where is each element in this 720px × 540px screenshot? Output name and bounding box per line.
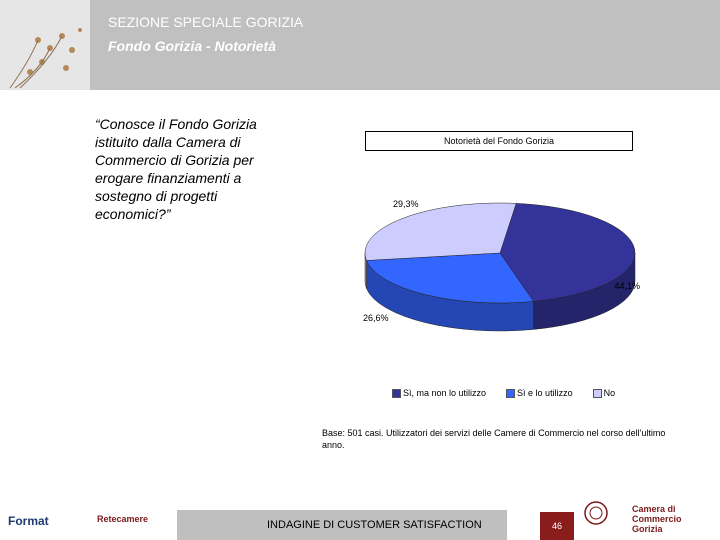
survey-question: “Conosce il Fondo Gorizia istituito dalla Camera di Commercio di Gorizia per erogare finanziamenti a sostegno di progetti economici?” — [95, 116, 257, 222]
chart-title: Notorietà del Fondo Gorizia — [365, 131, 633, 151]
legend-swatch-0 — [392, 389, 401, 398]
pie-label-0: 44,1% — [614, 281, 640, 291]
pie-slice-2 — [365, 203, 516, 260]
retecamere-logo: Retecamere — [97, 514, 149, 524]
header-bar — [0, 0, 720, 90]
legend-swatch-1 — [506, 389, 515, 398]
format-logo: Format — [8, 514, 49, 528]
footer-survey-title: INDAGINE DI CUSTOMER SATISFACTION — [267, 519, 482, 531]
section-title: SEZIONE SPECIALE GORIZIA — [108, 14, 304, 30]
legend-swatch-2 — [593, 389, 602, 398]
legend-item-1 — [506, 388, 573, 398]
camera-commercio-logo — [632, 504, 716, 534]
pie-label-2: 29,3% — [393, 199, 419, 209]
seal-icon — [583, 500, 609, 526]
section-subtitle: Fondo Gorizia - Notorietà — [108, 38, 276, 54]
pie-label-1: 26,6% — [363, 313, 389, 323]
base-note: Base: 501 casi. Utilizzatori dei servizi delle Camere di Commercio nel corso dell'ultimo anno. — [322, 428, 666, 450]
legend-label-0: Sì, ma non lo utilizzo — [403, 388, 487, 398]
legend-item-0 — [392, 388, 486, 398]
chart-legend — [392, 388, 635, 398]
page-number: 46 — [540, 512, 574, 540]
legend-label-1: Sì e lo utilizzo — [517, 388, 573, 398]
camera-commercio-logo-line2: Gorizia — [632, 524, 663, 534]
pie-chart — [355, 195, 675, 335]
legend-label-2: No — [603, 388, 616, 398]
decorative-flowers-image — [0, 0, 90, 90]
camera-commercio-logo-line1: Camera di Commercio — [632, 504, 682, 524]
legend-item-2 — [593, 388, 616, 398]
